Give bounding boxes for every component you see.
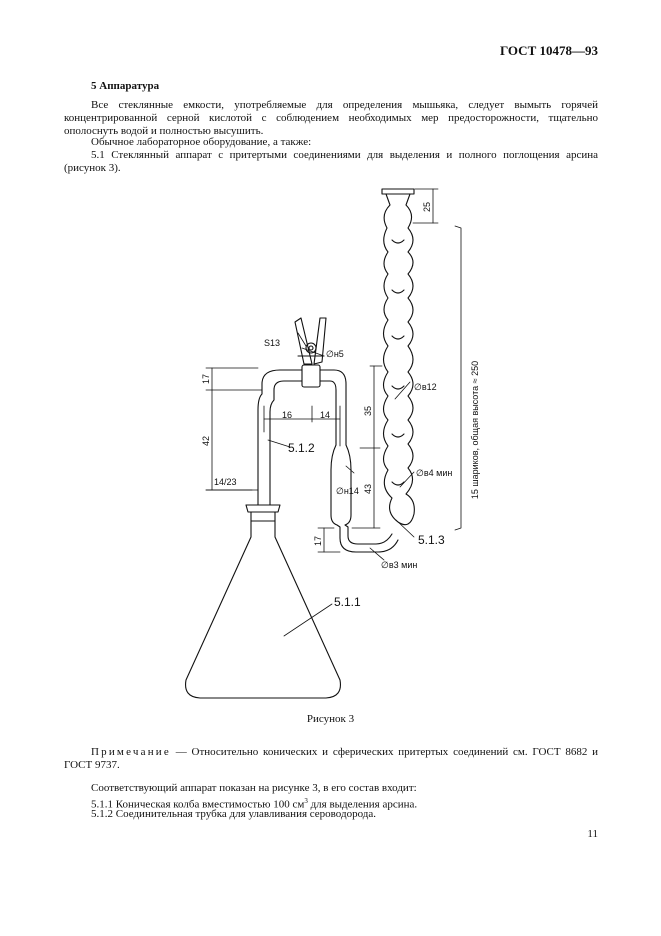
note-text: — Относительно конических и сферических притертых соединений см. ГОСТ 8682 и ГОСТ 9737. — [64, 746, 598, 771]
label-balls: 15 шариков, общая высота ≈ 250 — [470, 360, 480, 500]
dim-17-top: 17 — [201, 373, 211, 384]
paragraph-glassware-cleaning: Все стеклянные емкости, употребляемые для определения мышьяка, следует вымыть горячей концентрированной серной кислотой с соблюдением необходимых мер предосторожности, тщательно ополоснуть водой и полностью высушить. — [64, 99, 598, 137]
dimension-lines — [206, 189, 461, 636]
label-part-511: 5.1.1 — [334, 595, 361, 609]
paragraph-apparatus: 5.1 Стеклянный аппарат с притертыми соединениями для выделения и полного поглощения арсина (рисунок 3). — [64, 149, 598, 174]
page-number: 11 — [587, 828, 598, 840]
paragraph-equipment: Обычное лабораторное оборудование, а также: — [91, 136, 312, 148]
list-item-flask-tail: для выделения арсина. — [307, 798, 418, 811]
connecting-tube-drawing — [258, 370, 398, 552]
dim-25: 25 — [422, 201, 432, 212]
label-v3: ∅в3 мин — [381, 560, 418, 570]
label-joint: 14/23 — [214, 477, 237, 487]
dim-16: 16 — [282, 410, 293, 420]
conical-flask-drawing — [186, 505, 341, 698]
dim-14: 14 — [320, 410, 331, 420]
label-n14: ∅н14 — [336, 486, 359, 496]
label-v4: ∅в4 мин — [416, 468, 453, 478]
label-s13: S13 — [264, 338, 281, 348]
dim-42: 42 — [201, 435, 211, 446]
document-code: ГОСТ 10478—93 — [499, 43, 598, 58]
label-v12: ∅в12 — [414, 382, 437, 392]
label-part-512: 5.1.2 — [288, 441, 315, 455]
stopcock-clamp-drawing — [295, 318, 326, 387]
list-item-flask-text: 5.1.1 Коническая колба вместимостью 100 см — [91, 798, 305, 811]
dim-35: 35 — [363, 405, 373, 416]
absorber-column-drawing — [382, 189, 414, 525]
apparatus-intro: Соответствующий аппарат показан на рисунке 3, в его состав входит: — [91, 782, 417, 794]
dim-17-bottom: 17 — [313, 535, 323, 546]
list-item-flask-sup: 3 — [304, 797, 308, 805]
note-label: Примечание — [91, 746, 171, 758]
figure-caption: Рисунок 3 — [306, 713, 355, 725]
label-part-513: 5.1.3 — [418, 533, 445, 547]
list-item-tube: 5.1.2 Соединительная трубка для улавливания сероводорода. — [91, 808, 376, 820]
note-paragraph — [64, 746, 598, 772]
section-title: 5 Аппаратура — [91, 80, 160, 92]
dim-43: 43 — [363, 483, 373, 494]
label-n5: ∅н5 — [326, 349, 344, 359]
